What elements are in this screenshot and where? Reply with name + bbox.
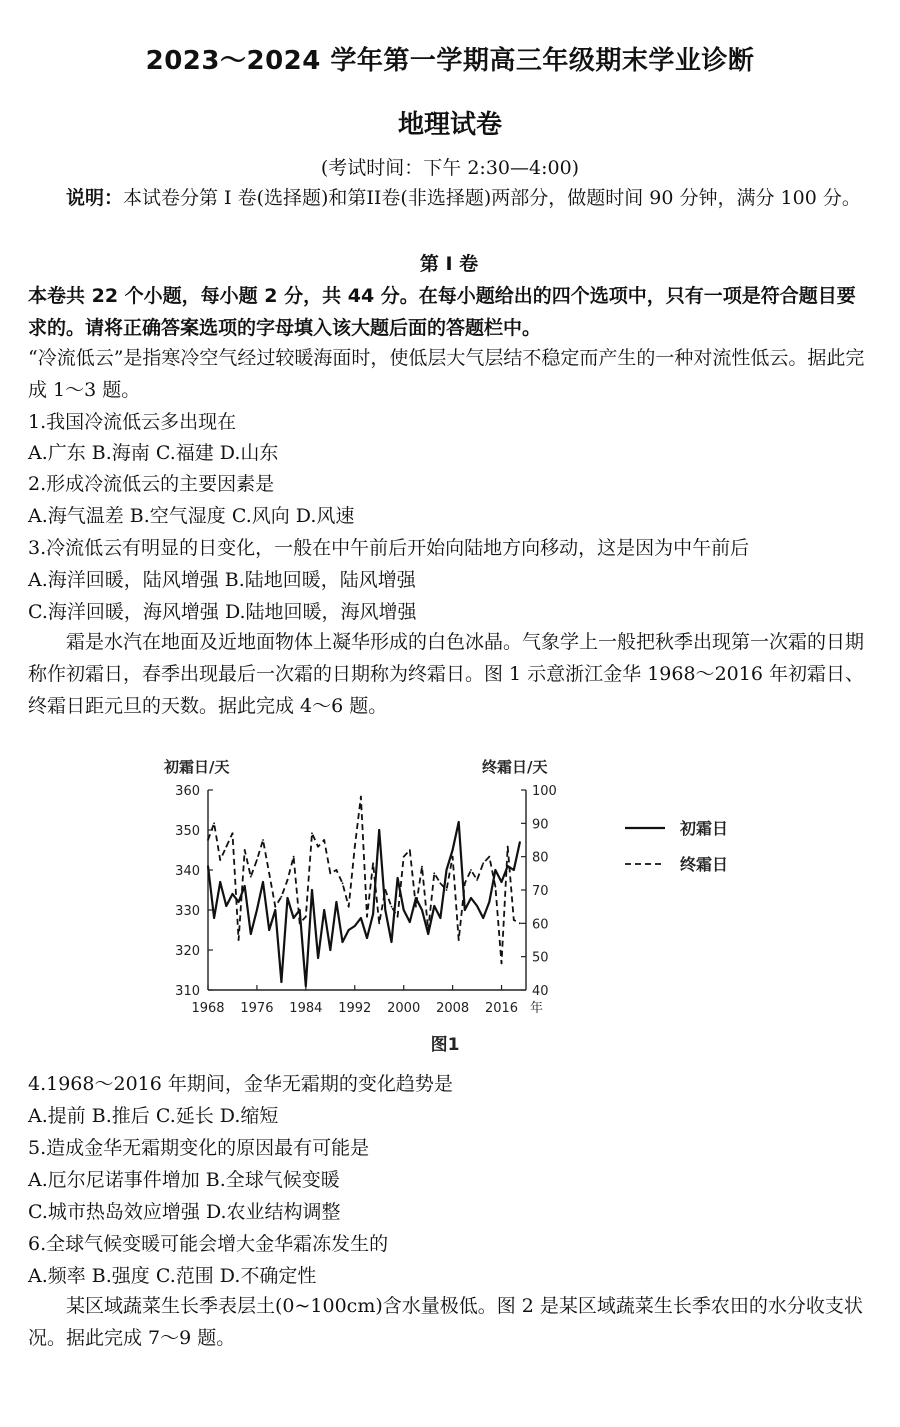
x-tick-label: 2000 (387, 1001, 421, 1016)
first-frost-point (464, 909, 466, 911)
first-frost-point (207, 865, 209, 867)
last-frost-point (354, 846, 356, 848)
left-tick-label: 310 (175, 984, 200, 999)
last-frost-point (476, 879, 478, 881)
last-frost-point (232, 832, 234, 834)
question-3-options-ab: A.海洋回暖，陆风增强 B.陆地回暖，陆风增强 (28, 569, 416, 591)
first-frost-point (219, 881, 221, 883)
last-frost-point (311, 832, 313, 834)
first-frost-point (452, 849, 454, 851)
first-frost-point (378, 829, 380, 831)
legend-label-last-frost: 终霜日 (680, 855, 729, 874)
last-frost-point (372, 862, 374, 864)
last-frost-point (225, 846, 227, 848)
legend-label-first-frost: 初霜日 (680, 819, 729, 838)
first-frost-point (409, 921, 411, 923)
last-frost-point (244, 849, 246, 851)
first-frost-point (336, 901, 338, 903)
last-frost-point (439, 882, 441, 884)
left-tick-label: 320 (175, 944, 200, 959)
right-tick-label: 50 (532, 950, 549, 966)
question-5-stem: 5.造成金华无霜期变化的原因最有可能是 (28, 1137, 370, 1159)
first-frost-point (311, 889, 313, 891)
last-frost-point (250, 876, 252, 878)
question-1-stem: 1.我国冷流低云多出现在 (28, 411, 237, 433)
right-tick-label: 80 (532, 850, 549, 866)
first-frost-point (256, 909, 258, 911)
first-frost-point (397, 877, 399, 879)
first-frost-point (433, 905, 435, 907)
last-frost-point (293, 856, 295, 858)
last-frost-point (513, 919, 515, 921)
left-tick-label: 330 (175, 904, 200, 919)
last-frost-point (519, 922, 521, 924)
last-frost-point (427, 929, 429, 931)
last-frost-point (458, 939, 460, 941)
right-tick-label: 100 (532, 784, 557, 799)
last-frost-point (391, 906, 393, 908)
first-frost-point (323, 909, 325, 911)
first-frost-point (470, 897, 472, 899)
last-frost-point (464, 882, 466, 884)
last-frost-point (287, 879, 289, 881)
right-tick-label: 40 (532, 984, 549, 999)
first-frost-point (244, 885, 246, 887)
question-4-options: A.提前 B.推后 C.延长 D.缩短 (28, 1105, 279, 1127)
right-tick-label: 90 (532, 817, 549, 833)
last-frost-point (507, 846, 509, 848)
last-frost-point (323, 839, 325, 841)
first-frost-point (348, 929, 350, 931)
first-frost-point (495, 869, 497, 871)
exam-time: (考试时间：下午 2:30—4:00) (320, 157, 580, 179)
last-frost-point (336, 869, 338, 871)
frost-chart (150, 748, 750, 1068)
question-6-options: A.频率 B.强度 C.范围 D.不确定性 (28, 1265, 317, 1287)
first-frost-point (342, 941, 344, 943)
first-frost-point (232, 893, 234, 895)
first-frost-point (305, 985, 307, 987)
first-frost-point (238, 901, 240, 903)
last-frost-point (268, 872, 270, 874)
x-tick-label: 1976 (240, 1001, 274, 1016)
last-frost-point (317, 846, 319, 848)
x-axis-unit: 年 (530, 1001, 544, 1016)
last-frost-point (433, 872, 435, 874)
question-6-stem: 6.全球气候变暖可能会增大金华霜冻发生的 (28, 1233, 389, 1255)
question-2-stem: 2.形成冷流低云的主要因素是 (28, 473, 275, 495)
first-frost-point (250, 933, 252, 935)
first-frost-point (372, 913, 374, 915)
exam-title: 2023～2024 学年第一学期高三年级期末学业诊断 (145, 46, 755, 76)
first-frost-point (458, 821, 460, 823)
last-frost-point (470, 869, 472, 871)
question-5-options-ab: A.厄尔尼诺事件增加 B.全球气候变暖 (28, 1169, 340, 1191)
right-tick-label: 70 (532, 884, 549, 899)
first-frost-point (213, 917, 215, 919)
section-description: 本卷共 22 个小题，每小题 2 分，共 44 分。在每小题给出的四个选项中，只有一项是符合题目要求的。请将正确答案选项的字母填入该大题后面的答题栏中。 (28, 285, 856, 339)
first-frost-point (293, 917, 295, 919)
first-frost-point (268, 929, 270, 931)
last-frost-point (348, 906, 350, 908)
last-frost-point (207, 839, 209, 841)
last-frost-point (238, 939, 240, 941)
last-frost-point (421, 866, 423, 868)
question-3-options-cd: C.海洋回暖，海风增强 D.陆地回暖，海风增强 (28, 601, 417, 623)
last-frost-line (208, 797, 520, 964)
last-frost-point (213, 822, 215, 824)
last-frost-point (501, 962, 503, 964)
last-frost-point (403, 856, 405, 858)
right-tick-label: 60 (532, 917, 549, 933)
first-frost-point (366, 937, 368, 939)
last-frost-point (409, 849, 411, 851)
instructions-text: 本试卷分第 I 卷(选择题)和第II卷(非选择题)两部分，做题时间 90 分钟，满分 100 分。 (123, 187, 861, 209)
x-tick-label: 2008 (436, 1001, 470, 1016)
first-frost-point (274, 909, 276, 911)
figure-1 (150, 748, 750, 1068)
last-frost-point (397, 916, 399, 918)
x-tick-label: 1968 (191, 1001, 225, 1016)
last-frost-point (415, 906, 417, 908)
last-frost-point (452, 856, 454, 858)
first-frost-point (317, 957, 319, 959)
passage-1: “冷流低云”是指寒冷空气经过较暖海面时，使低层大气层结不稳定而产生的一种对流性低云。据此完成 1～3 题。 (28, 347, 865, 401)
passage-2: 霜是水汽在地面及近地面物体上凝华形成的白色冰晶。气象学上一般把秋季出现第一次霜的日期称作初霜日，春季出现最后一次霜的日期称为终霜日。图 1 示意浙江金华 1968～2016 年初霜日、终霜日距元旦的天数。据此完成 4～6 题。 (28, 631, 865, 717)
question-1-options: A.广东 B.海南 C.福建 D.山东 (28, 442, 279, 464)
first-frost-point (427, 933, 429, 935)
first-frost-point (329, 949, 331, 951)
last-frost-point (280, 896, 282, 898)
right-axis-title: 终霜日/天 (482, 758, 548, 776)
first-frost-point (446, 869, 448, 871)
first-frost-point (391, 941, 393, 943)
last-frost-point (360, 796, 362, 798)
left-axis-title: 初霜日/天 (164, 758, 230, 776)
first-frost-point (482, 917, 484, 919)
question-2-options: A.海气温差 B.空气湿度 C.风向 D.风速 (28, 505, 355, 527)
first-frost-point (476, 905, 478, 907)
last-frost-point (262, 839, 264, 841)
first-frost-point (354, 925, 356, 927)
figure-caption: 图1 (430, 1035, 460, 1055)
last-frost-point (274, 906, 276, 908)
question-3-stem: 3.冷流低云有明显的日变化，一般在中午前后开始向陆地方向移动，这是因为中午前后 (28, 537, 750, 559)
left-tick-label: 340 (175, 864, 200, 879)
last-frost-point (488, 856, 490, 858)
first-frost-point (360, 917, 362, 919)
question-4-stem: 4.1968～2016 年期间，金华无霜期的变化趋势是 (28, 1073, 453, 1095)
last-frost-point (342, 882, 344, 884)
first-frost-point (501, 881, 503, 883)
first-frost-point (287, 897, 289, 899)
first-frost-point (513, 869, 515, 871)
first-frost-point (225, 905, 227, 907)
first-frost-point (384, 909, 386, 911)
first-frost-point (488, 901, 490, 903)
last-frost-point (446, 889, 448, 891)
last-frost-point (495, 886, 497, 888)
last-frost-point (378, 922, 380, 924)
passage-3: 某区域蔬菜生长季表层土(0~100cm)含水量极低。图 2 是某区域蔬菜生长季农田的水分收支状况。据此完成 7～9 题。 (28, 1295, 863, 1349)
first-frost-point (439, 917, 441, 919)
first-frost-point (262, 881, 264, 883)
last-frost-point (482, 862, 484, 864)
last-frost-point (299, 922, 301, 924)
instructions-label: 说明： (66, 187, 124, 209)
question-5-options-cd: C.城市热岛效应增强 D.农业结构调整 (28, 1201, 341, 1223)
section-heading: 第 I 卷 (419, 253, 479, 275)
last-frost-point (219, 859, 221, 861)
left-tick-label: 360 (175, 784, 200, 799)
last-frost-point (329, 872, 331, 874)
first-frost-point (421, 909, 423, 911)
first-frost-point (403, 909, 405, 911)
first-frost-point (280, 981, 282, 983)
x-tick-label: 1984 (289, 1001, 323, 1016)
instructions (28, 182, 870, 214)
last-frost-point (366, 916, 368, 918)
x-tick-label: 1992 (338, 1001, 372, 1016)
subject-title: 地理试卷 (397, 110, 502, 140)
first-frost-point (519, 841, 521, 843)
x-tick-label: 2016 (484, 1001, 519, 1016)
last-frost-point (305, 916, 307, 918)
last-frost-point (384, 889, 386, 891)
last-frost-point (256, 859, 258, 861)
left-tick-label: 350 (175, 824, 200, 839)
